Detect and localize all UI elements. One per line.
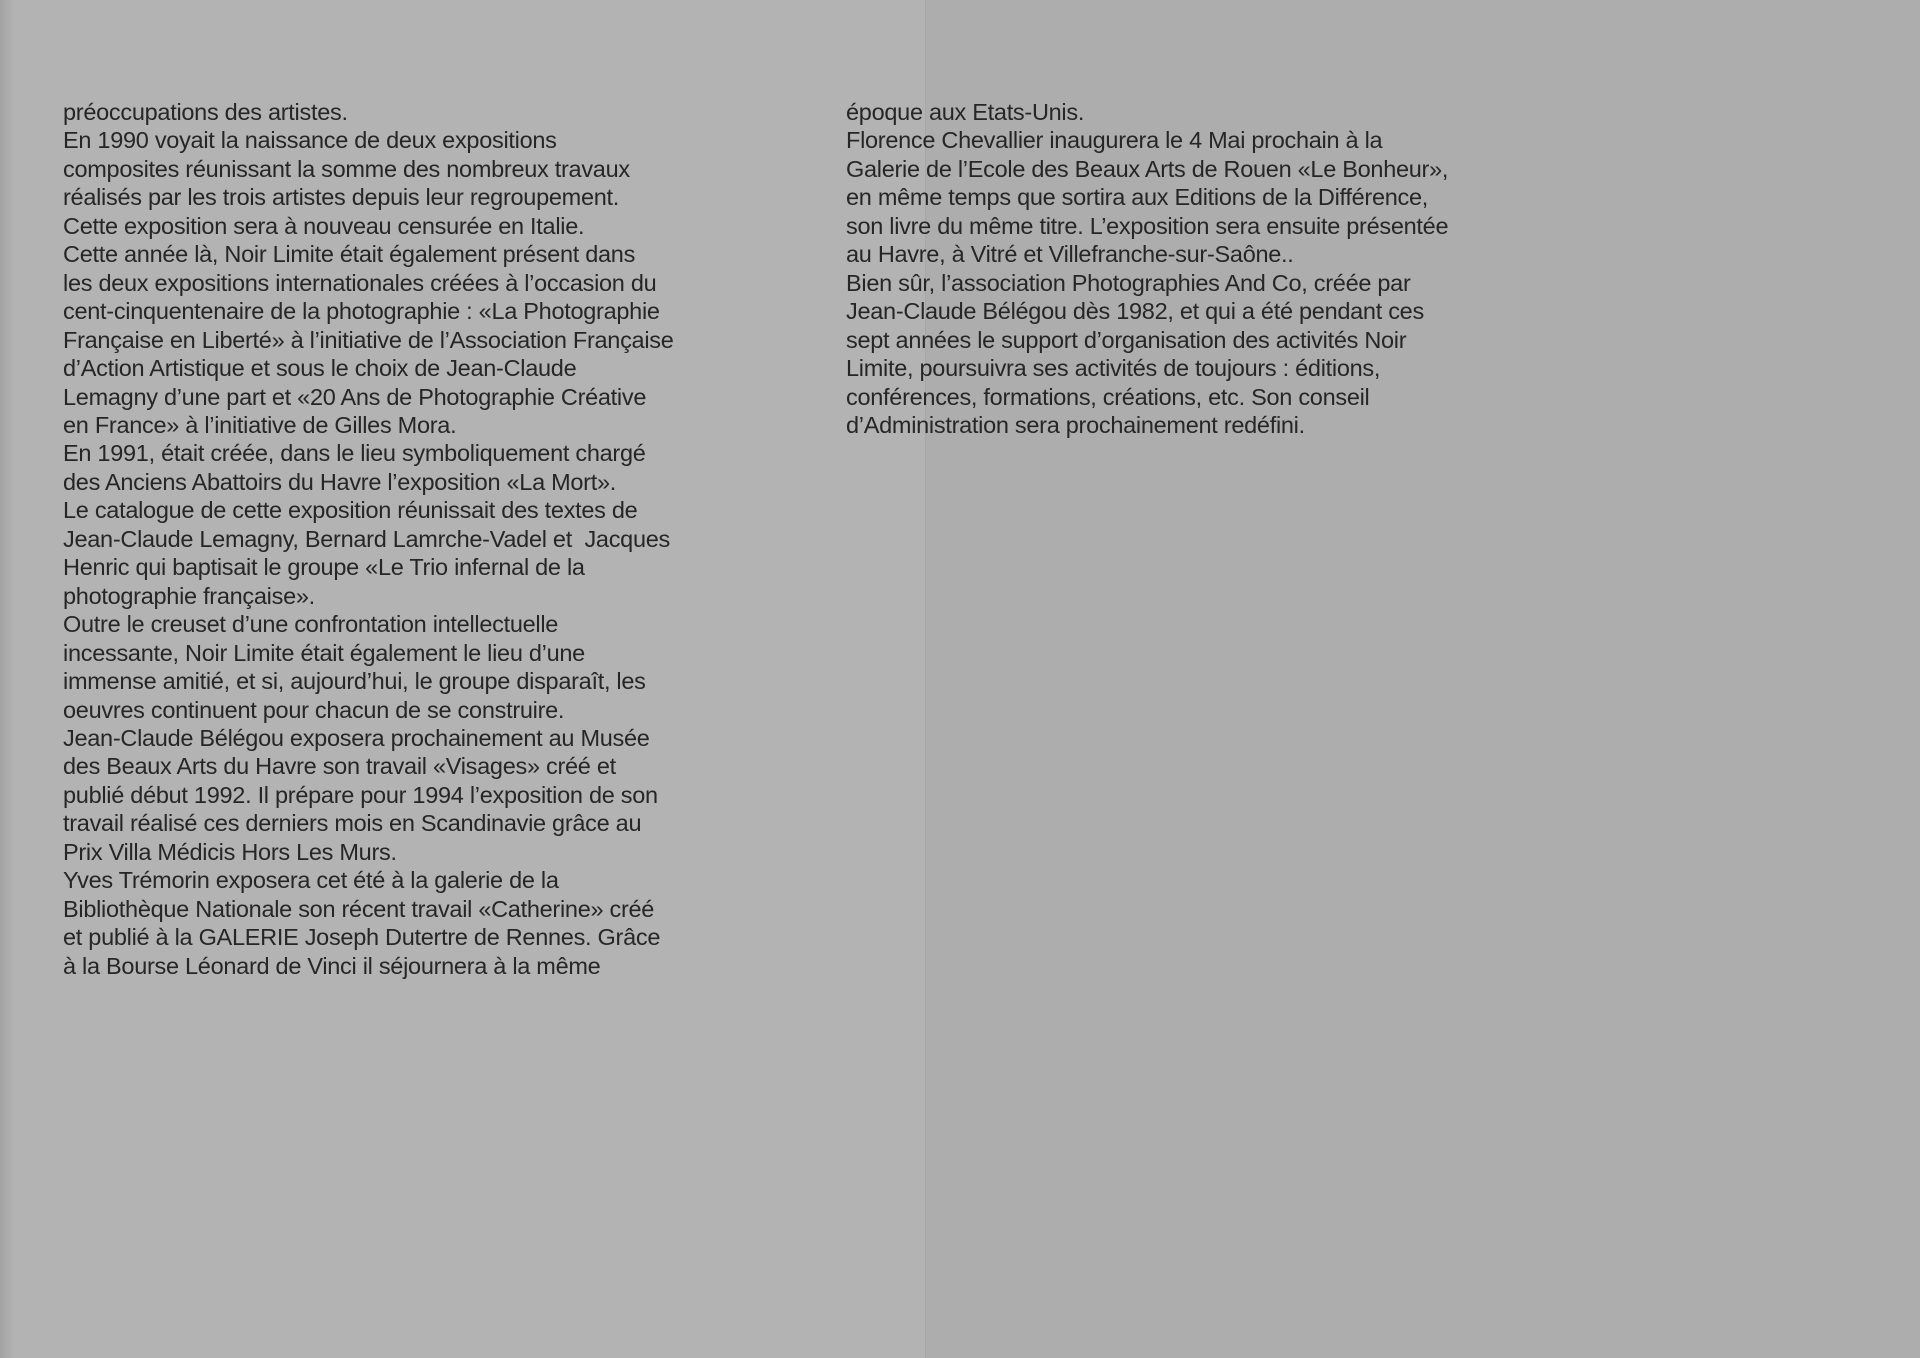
text-line: Jean-Claude Bélégou exposera prochainement au Musée	[63, 724, 650, 751]
text-line: Prix Villa Médicis Hors Les Murs.	[63, 838, 397, 865]
text-line: En 1991, était créée, dans le lieu symboliquement chargé	[63, 440, 646, 467]
text-line: époque aux Etats-Unis.	[846, 99, 1085, 125]
text-line: En 1990 voyait la naissance de deux expositions	[63, 127, 557, 154]
text-line: Le catalogue de cette exposition réunissait des textes de	[63, 497, 638, 524]
left-text-column	[63, 98, 763, 980]
text-line: d’Administration sera prochainement redéfini.	[846, 411, 1305, 438]
text-line: Jean-Claude Lemagny, Bernard Lamrche-Vadel et Jacques	[63, 525, 671, 552]
text-line: Limite, poursuivra ses activités de toujours : éditions,	[846, 355, 1381, 382]
text-line: les deux expositions internationales créées à l’occasion du	[63, 269, 657, 296]
text-line: sept années le support d’organisation des activités Noir	[846, 326, 1407, 353]
text-line: des Beaux Arts du Havre son travail «Visages» créé et	[63, 753, 616, 780]
text-line: Florence Chevallier inaugurera le 4 Mai prochain à la	[846, 127, 1383, 154]
text-line: Jean-Claude Bélégou dès 1982, et qui a été pendant ces	[846, 298, 1424, 325]
text-line: en même temps que sortira aux Editions de la Différence,	[846, 184, 1429, 211]
text-line: Cette année là, Noir Limite était également présent dans	[63, 241, 636, 268]
text-line: immense amitié, et si, aujourd’hui, le groupe disparaît, les	[63, 668, 646, 695]
text-line: publié début 1992. Il prépare pour 1994 l’exposition de son	[63, 781, 658, 808]
text-line: au Havre, à Vitré et Villefranche-sur-Saône..	[846, 241, 1294, 268]
text-line: conférences, formations, créations, etc. Son conseil	[846, 383, 1370, 410]
text-line: oeuvres continuent pour chacun de se construire.	[63, 696, 565, 723]
text-line: préoccupations des artistes.	[63, 99, 348, 125]
text-line: composites réunissant la somme des nombreux travaux	[63, 155, 630, 182]
text-line: cent-cinquentenaire de la photographie : «La Photographie	[63, 298, 660, 325]
right-text-column	[846, 98, 1546, 439]
text-line: Bien sûr, l’association Photographies And Co, créée par	[846, 269, 1411, 296]
text-line: incessante, Noir Limite était également le lieu d’une	[63, 639, 585, 666]
text-line: réalisés par les trois artistes depuis leur regroupement.	[63, 184, 620, 211]
text-line: en France» à l’initiative de Gilles Mora.	[63, 411, 457, 438]
text-line: Française en Liberté» à l’initiative de l’Association Française	[63, 326, 674, 353]
text-line: photographie française».	[63, 582, 315, 609]
text-line: Yves Trémorin exposera cet été à la galerie de la	[63, 867, 559, 894]
text-line: Bibliothèque Nationale son récent travail «Catherine» créé	[63, 895, 655, 922]
text-line: Galerie de l’Ecole des Beaux Arts de Rouen «Le Bonheur»,	[846, 155, 1449, 182]
text-line: à la Bourse Léonard de Vinci il séjournera à la même	[63, 952, 601, 979]
text-line: et publié à la GALERIE Joseph Dutertre de Rennes. Grâce	[63, 924, 661, 951]
text-line: son livre du même titre. L’exposition sera ensuite présentée	[846, 212, 1449, 239]
text-line: Lemagny d’une part et «20 Ans de Photographie Créative	[63, 383, 647, 410]
text-line: des Anciens Abattoirs du Havre l’exposition «La Mort».	[63, 468, 617, 495]
text-line: Outre le creuset d’une confrontation intellectuelle	[63, 611, 559, 638]
page-left-edge-shadow	[0, 0, 14, 1358]
text-line: travail réalisé ces derniers mois en Scandinavie grâce au	[63, 810, 642, 837]
text-line: d’Action Artistique et sous le choix de Jean-Claude	[63, 355, 577, 382]
text-line: Cette exposition sera à nouveau censurée en Italie.	[63, 212, 585, 239]
text-line: Henric qui baptisait le groupe «Le Trio infernal de la	[63, 554, 585, 581]
